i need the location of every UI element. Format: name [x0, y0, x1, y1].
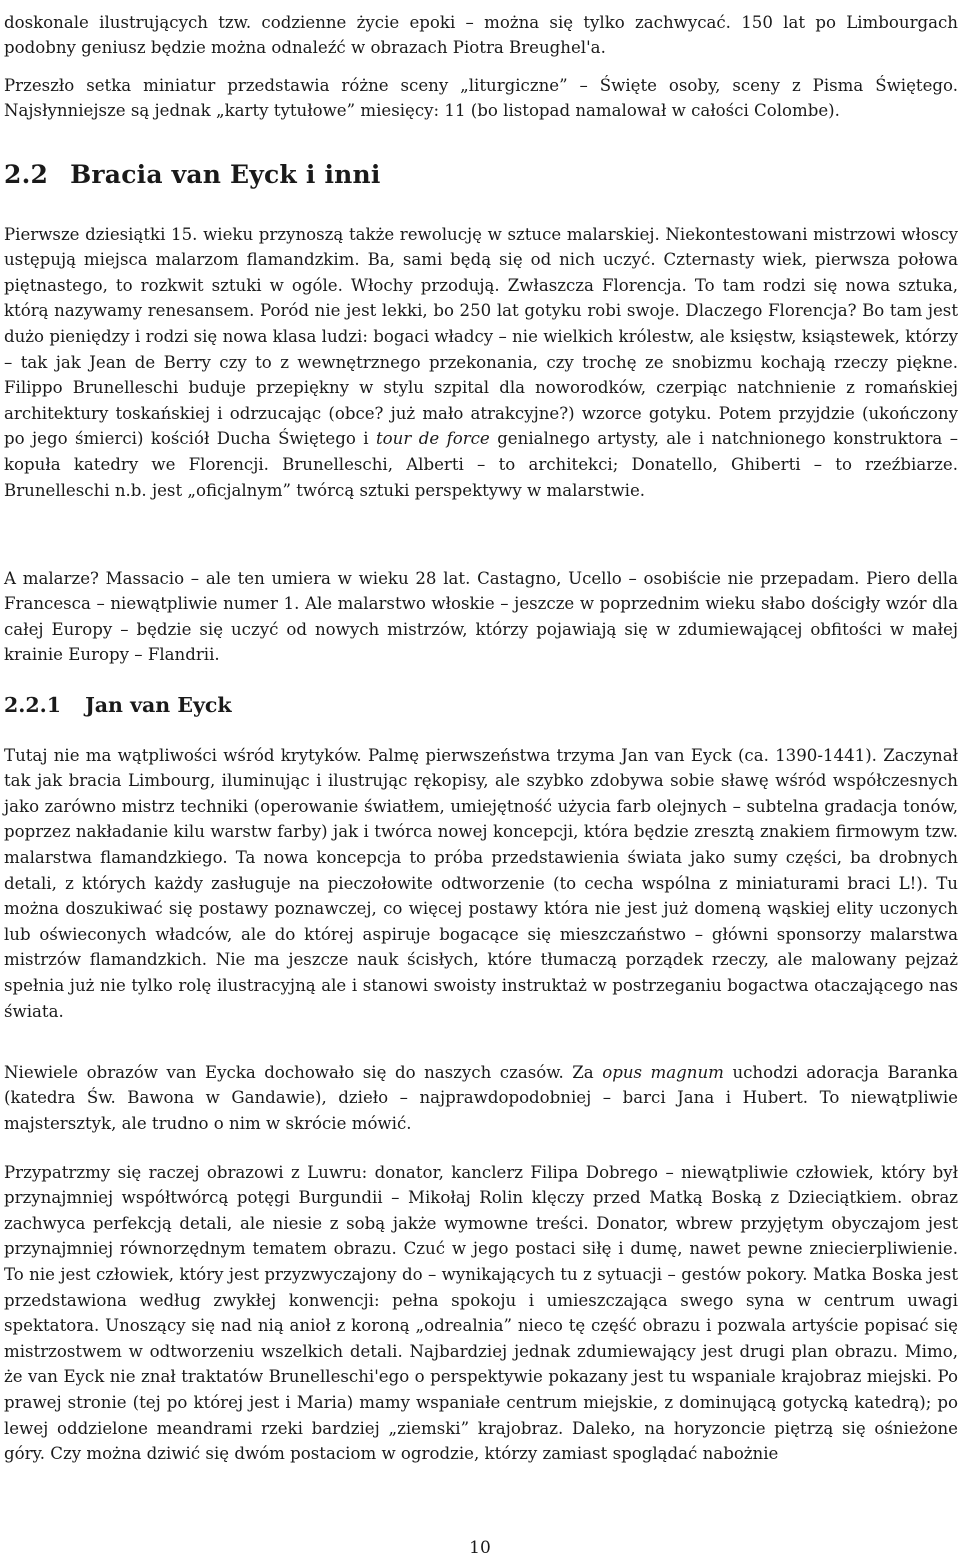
- paragraph-painters: A malarze? Massacio – ale ten umiera w wieku 28 lat. Castagno, Ucello – osobiście nie przepadam. Piero della Francesca – niewątpliwie numer 1. Ale malarstwo włoskie – jeszcze w poprzednim wieku słabo dościgły wzór dla całej Europy – będzie się uczyć od nowych mistrzów, którzy pojawiają się w zdumiewającej obfitości w małej krainie Europy – Flandrii.: [4, 568, 958, 665]
- paragraph-section-intro: [4, 222, 958, 504]
- paragraph-few-paintings: [4, 1060, 958, 1137]
- paragraph-louvre: Przypatrzmy się raczej obrazowi z Luwru: donator, kanclerz Filipa Dobrego – niewątpliwie człowiek, który był przynajmniej współtwórcą potęgi Burgundii – Mikołaj Rolin klęczy przed Matką Boską z Dzieciątkiem. obraz zachwyca perfekcją detali, ale niesie z sobą jakże wymowne treści. Donator, wbrew przyjętym obyczajom jest przynajmniej równorzędnym tematem obrazu. Czuć w jego postaci siłę i dumę, nawet pewne zniecierpliwienie. To nie jest człowiek, który jest przyzwyczajony do – wynikających tu z sytuacji – gestów pokory. Matka Boska jest przedstawiona według zwykłej konwencji: pełna spokoju i umieszczająca swego syna w centrum uwagi spektatora. Unoszący się nad nią anioł z koroną „odrealnia” nieco tę część obrazu i pozwala artyście popisać się mistrzostwem w odtworzeniu wszelkich detali. Najbardziej jednak zdumiewający jest drugi plan obrazu. Mimo, że van Eyck nie znał traktatów Brunelleschi'ego o perspektywie pokazany jest tu wspaniale krajobraz miejski. Po prawej stronie (tej po której jest i Maria) mamy wspaniałe centrum miejskie, z dominującą gotycką katedrą); po lewej oddzielone meandrami rzeki bardziej „ziemski” krajobraz. Daleko, na horyzoncie piętrzą się ośnieżone góry. Czy można dziwić się dwóm postaciom w ogrodzie, którzy zamiast spoglądać nabożnie: [4, 1162, 958, 1464]
- section-title: Bracia van Eyck i inni: [70, 160, 381, 189]
- subsection-number: 2.2.1: [4, 693, 62, 717]
- section-number: 2.2: [4, 160, 49, 189]
- paragraph-section-rest: genialnego artysty, ale i natchnionego konstruktora – kopuła katedry we Florencji. Brunelleschi, Alberti – to architekci; Donatello, Ghiberti – to rzeźbiarze. Brunelleschi n.b. jest „oficjalnym” twórcą sztuki perspektywy w malarstwie.: [4, 429, 958, 500]
- paragraph-top: doskonale ilustrujących tzw. codzienne życie epoki – można się tylko zachwycać. 150 lat po Limbourgach podobny geniusz będzie można odnaleźć w obrazach Piotra Breughel'a.: [4, 12, 958, 58]
- subsection-title: Jan van Eyck: [85, 693, 232, 717]
- paragraph-miniatures: Przeszło setka miniatur przedstawia różne sceny „liturgiczne” – Święte osoby, sceny z Pisma Świętego. Najsłynniejsze są jednak „karty tytułowe” miesięcy: 11 (bo listopad namalował w całości Colombe).: [4, 75, 958, 121]
- emphasis-opus-magnum: opus magnum: [602, 1062, 724, 1082]
- page-number: 10: [469, 1538, 491, 1558]
- paragraph-jan-van-eyck: Tutaj nie ma wątpliwości wśród krytyków. Palmę pierwszeństwa trzyma Jan van Eyck (ca. 1390-1441). Zaczynał tak jak bracia Limbourg, iluminując i ilustrując rękopisy, ale szybko zdobywa sobie sławę wśród współczesnych jako zarówno mistrz techniki (operowanie światłem, umiejętność użycia farb olejnych – subtelna gradacja tonów, poprzez nakładanie kilu warstw farby) jak i twórca nowej koncepcji, która będzie zresztą znakiem firmowym tzw. malarstwa flamandzkiego. Ta nowa koncepcja to próba przedstawienia świata jako sumy części, ba drobnych detali, z których każdy zasługuje na pieczołowite odtworzenie (to cecha wspólna z miniaturami braci L!). Tu można doszukiwać się postawy poznawczej, co więcej postawy która nie jest już domeną wąskiej elity uczonych lub oświeconych władców, ale do której aspiruje bogacące się mieszczaństwo – główni sponsorzy malarstwa mistrzów flamandzkich. Nie ma jeszcze nauk ścisłych, które tłumaczą porządek rzeczy, ale malowany pejzaż spełnia już nie tylko rolę ilustracyjną ale i stanowi swoisty instruktaż w postrzeganiu bogactwa otaczającego nas świata.: [4, 745, 958, 1021]
- paragraph-section-text: Pierwsze dziesiątki 15. wieku przynoszą także rewolucję w sztuce malarskiej. Niekontestowani mistrzowi włoscy ustępują miejsca malarzom flamandzkim. Ba, sami będą się od nich uczyć. Czternasty wiek, pierwsza połowa piętnastego, to rozkwit sztuki w ogóle. Włochy przodują. Zwłaszcza Florencja. To tam rodzi się nowa sztuka, którą nazywamy renesansem. Poród nie jest lekki, bo 250 lat gotyku robi swoje. Dlaczego Florencja? Bo tam jest dużo pieniędzy i rodzi się nowa klasa ludzi: bogaci władcy – nie wielkich królestw, ale księstw, ksiąstewek, którzy – tak jak Jean de Berry czy to z wewnętrznego przekonania, czy trochę ze snobizmu kochają rzeczy piękne. Filippo Brunelleschi buduje przepiękny w stylu szpital dla noworodków, czerpiąc natchnienie z romańskiej architektury toskańskiej i odrzucając (obce? już mało atrakcyjne?) wzorce gotyku. Potem przyjdzie (ukończony po jego śmierci) kościół Ducha Świętego i: [4, 224, 958, 449]
- emphasis-tour-de-force: tour de force: [376, 429, 490, 449]
- section-heading: [4, 160, 381, 189]
- paragraph-few-rest: uchodzi adoracja Baranka (katedra Św. Bawona w Gandawie), dzieło – najprawdopodobniej – barci Jana i Hubert. To niewątpliwie majstersztyk, ale trudno o nim w skrócie mówić.: [4, 1062, 959, 1133]
- subsection-heading: [4, 693, 232, 717]
- paragraph-few-text: Niewiele obrazów van Eycka dochowało się do naszych czasów. Za: [4, 1062, 594, 1082]
